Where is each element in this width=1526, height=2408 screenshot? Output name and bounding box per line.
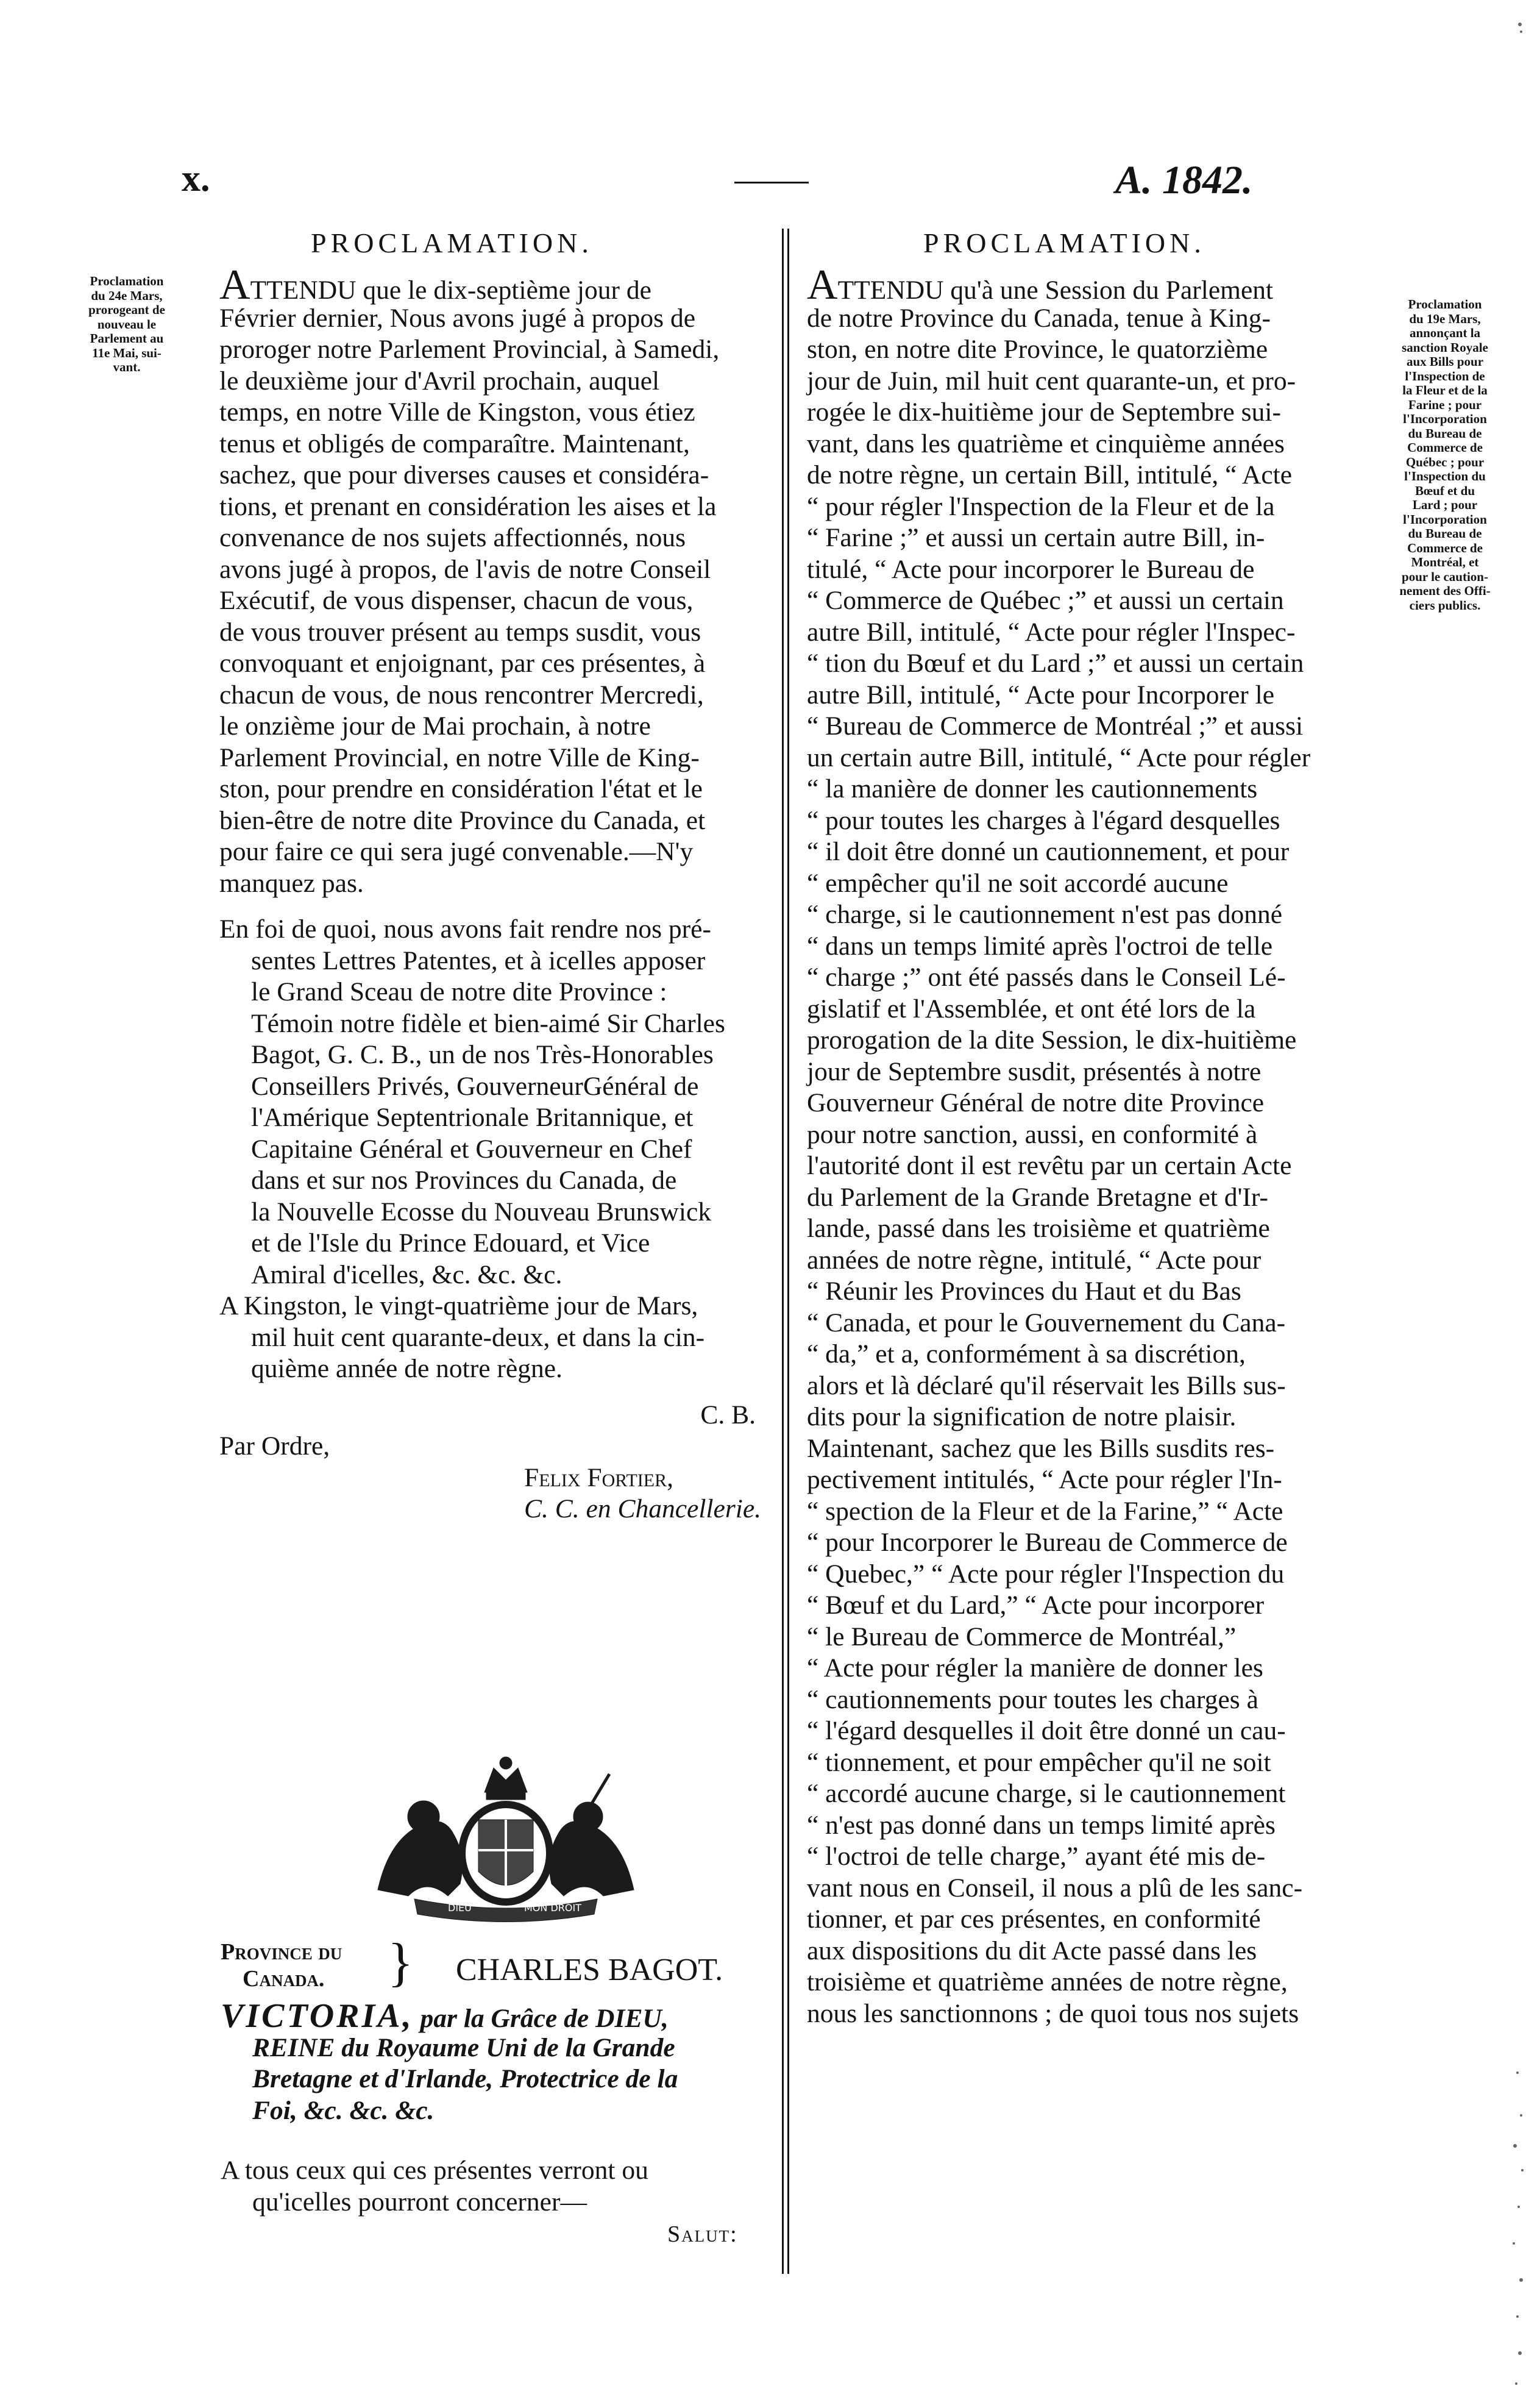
text-line [807,303,1375,335]
line-text: “ la manière de donner les cautionnements [807,774,1258,803]
line-text: REINE du Royaume Uni de la Grande [252,2032,675,2062]
left-margin-note [54,274,200,375]
paragraph-first-line [807,262,1375,308]
line-text: de notre règne, un certain Bill, intitulé, “ Acte [807,460,1293,490]
right-margin-note [1375,297,1515,613]
text-line [251,1165,780,1197]
drop-cap: A [219,262,250,308]
text-line [807,1622,1375,1653]
line-text: Gouverneur Général de notre dite Province [807,1088,1265,1117]
line-text: Exécutif, de vous dispenser, chacun de vous, [219,586,694,615]
text-line [807,994,1375,1025]
text-line [219,334,780,366]
text-line [807,1119,1375,1151]
margin-note-line: nouveau le [97,316,157,332]
text-line [807,491,1375,523]
seal-motto-left: DIEU [448,1902,472,1914]
line-text: qu'icelles pourront concerner— [252,2187,587,2217]
margin-note-line: du Bureau de [1408,426,1482,441]
margin-note-line: Proclamation [1408,297,1482,312]
text-line [807,585,1375,617]
left-column-title: PROCLAMATION. [311,227,593,258]
royal-coat-of-arms [323,1750,689,1926]
line-text: Bagot, G. C. B., un de nos Très-Honorables [251,1040,714,1069]
line-text: lande, passé dans les troisième et quatrième [807,1214,1270,1243]
text-line [807,1276,1375,1308]
text-line [807,1873,1375,1904]
line-text: “ le Bureau de Commerce de Montréal,” [807,1622,1237,1651]
margin-note-line: Parlement au [90,331,164,346]
text-line [219,522,780,554]
line-text: Conseillers Privés, GouverneurGénéral de [251,1071,699,1101]
text-line [219,617,780,649]
line-text: “ Quebec,” “ Acte pour régler l'Inspection du [807,1559,1285,1589]
paragraph-first-line [219,262,780,308]
text-line [219,554,780,586]
text-line [807,1715,1375,1747]
margin-note-line: Proclamation [90,274,164,288]
victoria-name: VICTORIA, [221,1997,414,2035]
line-text: “ spection de la Fleur et de la Farine,” “ Acte [807,1496,1283,1526]
salutation: Salut: [667,2221,738,2247]
text-line [219,366,780,397]
text-line [807,429,1375,460]
text-line [251,1197,780,1228]
par-ordre: Par Ordre, [219,1431,330,1461]
text-line [807,899,1375,931]
line-text: aux dispositions du dit Acte passé dans les [807,1936,1257,1965]
line-text: l'Amérique Septentrionale Britannique, et [251,1103,694,1132]
text-line [807,680,1375,711]
line-text: gislatif et l'Assemblée, et ont été lors de la [807,994,1256,1024]
line-text: vant nous en Conseil, il nous a plû de les sanc- [807,1873,1303,1903]
margin-note-line: annonçant la [1409,326,1481,340]
margin-note-line: 11e Mai, sui- [92,345,161,360]
text-line [807,617,1375,649]
signer-name: Felix Fortier, [524,1462,673,1492]
margin-note-line: Farine ; pour [1408,397,1482,412]
text-line [807,1653,1375,1684]
text-line [807,1308,1375,1339]
page-edge-speckle [1506,0,1526,2408]
line-text: “ pour Incorporer le Bureau de Commerce de [807,1528,1288,1557]
text-line [807,1056,1375,1088]
text-line [219,460,780,491]
text-line [219,805,780,837]
text-line [807,1464,1375,1496]
text-line [251,946,780,977]
header-dash [734,182,809,183]
text-line [807,1025,1375,1056]
margin-note-line: Commerce de [1407,440,1483,455]
text-line [807,743,1375,774]
column-divider [787,229,789,2274]
line-text: TTENDU que le dix-septième jour de [250,276,651,305]
margin-note-line: aux Bills pour [1406,354,1484,369]
line-text: de vous trouver présent au temps susdit, vous [219,617,701,647]
royal-style-last: Foi, &c. &c. &c. [252,2095,435,2125]
line-text: tions, et prenant en considération les aises et la [219,491,717,521]
line-text: jour de Septembre susdit, présentés à notre [807,1056,1262,1086]
text-line [251,1134,780,1166]
text-line [807,711,1375,743]
text-line [807,805,1375,837]
line-text: bien-être de notre dite Province du Canada, et [219,805,706,835]
line-text: le onzième jour de Mai prochain, à notre [219,711,651,741]
text-line [807,774,1375,805]
text-line [251,1039,780,1071]
text-line [807,1182,1375,1214]
line-text: convenance de nos sujets affectionnés, nous [219,523,686,552]
text-line [219,303,780,335]
line-text: “ il doit être donné un cautionnement, et pour [807,837,1290,866]
text-line [807,868,1375,900]
text-line [807,334,1375,366]
line-text: prorogation de la dite Session, le dix-huitième [807,1025,1297,1055]
province-line: Province du [221,1939,342,1965]
right-column [807,262,1375,2029]
paragraph-body [219,946,780,1259]
line-text: “ Acte pour régler la manière de donner les [807,1653,1263,1683]
line-text: dits pour la signification de notre plaisir. [807,1402,1237,1431]
drop-cap: A [807,262,838,308]
paragraph-first-line [219,1291,780,1322]
line-text: “ charge ;” ont été passés dans le Conseil Lé- [807,963,1286,992]
line-text: TTENDU qu'à une Session du Parlement [837,276,1274,305]
text-line [807,1747,1375,1779]
text-line [807,1245,1375,1277]
line-text: A tous ceux qui ces présentes verront ou [221,2156,648,2185]
margin-note-line: Bœuf et du [1414,483,1475,498]
line-text: jour de Juin, mil huit cent quarante-un, et pro- [807,366,1296,396]
line-text: Capitaine Général et Gouverneur en Chef [251,1134,692,1164]
province-line: Canada. [243,1966,325,1992]
line-text: l'autorité dont il est revêtu par un certain Acte [807,1151,1292,1180]
text-line [807,1936,1375,1967]
line-text: “ empêcher qu'il ne soit accordé aucune [807,868,1229,898]
text-line [219,774,780,805]
royal-style-body [221,2032,781,2095]
line-text: pour faire ce qui sera jugé convenable.—N'y [219,837,694,866]
line-text: “ n'est pas donné dans un temps limité après [807,1810,1276,1840]
crown-shape [484,1768,527,1792]
text-line [219,711,780,743]
line-text: “ Canada, et pour le Gouvernement du Cana- [807,1308,1286,1338]
text-line [252,2032,781,2064]
lion-supporter [378,1822,462,1897]
margin-note-line: du 24e Mars, [91,288,163,303]
text-line [807,1810,1375,1842]
margin-note-line: l'Incorporation [1403,511,1487,527]
text-line [219,585,780,617]
text-line [807,1213,1375,1245]
text-line [219,429,780,460]
line-text: chacun de vous, de nous rencontrer Mercredi, [219,680,704,710]
right-column-title: PROCLAMATION. [923,227,1205,258]
line-text: la Nouvelle Ecosse du Nouveau Brunswick [251,1197,712,1227]
margin-note-line: vant. [113,360,141,374]
text-line [807,554,1375,586]
text-line [807,397,1375,429]
left-column [219,262,780,1525]
text-line [807,1778,1375,1810]
paragraph-first-line [219,914,780,946]
line-text: autre Bill, intitulé, “ Acte pour Incorporer le [807,680,1275,710]
initials: C. B. [700,1400,756,1430]
line-text: rogée le dix-huitième jour de Septembre sui- [807,397,1281,427]
line-text: Témoin notre fidèle et bien-aimé Sir Charles [251,1008,725,1038]
line-text [221,2155,781,2187]
line-text: convoquant et enjoignant, par ces présentes, à [219,649,706,678]
margin-note-line: la Fleur et de la [1402,383,1488,397]
line-text: sentes Lettres Patentes, et à icelles apposer [251,946,706,975]
line-text: “ tionnement, et pour empêcher qu'il ne soit [807,1747,1271,1777]
text-line [807,366,1375,397]
margin-note-line: pour le caution- [1402,569,1488,584]
margin-note-line: Commerce de [1407,540,1483,555]
line-text: “ dans un temps limité après l'octroi de telle [807,931,1273,961]
line-text: “ cautionnements pour toutes les charges à [807,1684,1258,1714]
text-line [807,460,1375,491]
text-line [807,1339,1375,1370]
line-text: “ l'octroi de telle charge,” ayant été mis de- [807,1842,1266,1871]
line-text: “ Bœuf et du Lard,” “ Acte pour incorporer [807,1590,1265,1620]
text-line [251,1071,780,1103]
line-text: En foi de quoi, nous avons fait rendre nos pré- [219,914,711,944]
line-text: vant, dans les quatrième et cinquième années [807,429,1285,458]
text-line [219,680,780,711]
line-text: nous les sanctionnons ; de quoi tous nos sujets [807,1998,1299,2028]
text-line [807,1402,1375,1433]
text-line [251,977,780,1008]
line-text: Bretagne et d'Irlande, Protectrice de la [252,2064,678,2093]
line-text: par la Grâce de DIEU, [413,2004,669,2033]
line-text: et de l'Isle du Prince Edouard, et Vice [251,1228,650,1258]
text-line [807,1370,1375,1402]
royal-style [221,1997,781,2126]
address-line [221,2155,781,2218]
text-line [251,1102,780,1134]
paragraph-last-line: quième année de notre règne. [251,1354,562,1383]
margin-note-line: l'Inspection du [1404,469,1486,483]
text-line [807,1590,1375,1622]
line-text: le Grand Sceau de notre dite Province : [251,977,667,1006]
paragraph-body [219,1322,780,1354]
line-text: titulé, “ Acte pour incorporer le Bureau de [807,554,1255,584]
line-text: de notre Province du Canada, tenue à King- [807,303,1271,333]
text-line [807,836,1375,868]
line-text: Février dernier, Nous avons jugé à propos de [219,303,696,333]
line-text: “ accordé aucune charge, si le cautionnement [807,1779,1286,1808]
line-text: “ pour toutes les charges à l'égard desquelles [807,805,1280,835]
province-label [221,1939,342,1992]
paragraph-body [807,303,1375,2030]
line-text: “ Commerce de Québec ;” et aussi un certain [807,586,1284,615]
line-text: Parlement Provincial, en notre Ville de King- [219,743,700,772]
text-line [807,522,1375,554]
paragraph-body [219,303,780,868]
line-text: dans et sur nos Provinces du Canada, de [251,1166,677,1195]
margin-note-line: l'Inspection de [1405,368,1485,383]
signer-title: C. C. en Chancellerie. [524,1494,762,1523]
text-line [251,1322,780,1354]
text-line [807,648,1375,680]
seal-motto-right: MON DROIT [524,1902,581,1914]
line-text: “ Farine ;” et aussi un certain autre Bill, in- [807,523,1265,552]
margin-note-line: Québec ; pour [1405,454,1485,469]
line-text: troisième et quatrième années de notre règne, [807,1967,1288,1997]
text-line [807,1496,1375,1528]
line-text: proroger notre Parlement Provincial, à Samedi, [219,335,720,364]
line-text: “ l'égard desquelles il doit être donné un cau- [807,1716,1286,1745]
text-line [807,931,1375,963]
margin-note-line: du 19e Mars, [1409,311,1481,326]
royal-style-line [221,1997,781,2035]
line-text: “ da,” et a, conformément à sa discrétion, [807,1339,1246,1369]
margin-note-line: prorogeant de [88,302,165,317]
text-line [807,1998,1375,2030]
line-text: “ Bureau de Commerce de Montréal ;” et aussi [807,711,1304,741]
text-line [807,962,1375,994]
line-text: ston, pour prendre en considération l'état et le [219,774,703,803]
margin-note-line: sanction Royale [1402,340,1488,355]
text-line [251,1228,780,1259]
line-text: ston, en notre dite Province, le quatorzième [807,335,1268,364]
line-text: le deuxième jour d'Avril prochain, auquel [219,366,660,396]
line-text: mil huit cent quarante-deux, et dans la cin- [251,1322,705,1352]
paragraph-last-line: manquez pas. [219,868,364,898]
line-text: alors et là déclaré qu'il réservait les Bills sus- [807,1370,1286,1400]
text-line [219,743,780,774]
paragraph-last-line: Amiral d'icelles, &c. &c. &c. [251,1259,562,1289]
line-text: temps, en notre Ville de Kingston, vous étiez [219,397,695,427]
line-text: sachez, que pour diverses causes et considéra- [219,460,709,490]
line-text: Maintenant, sachez que les Bills susdits res- [807,1433,1275,1463]
text-line [251,1008,780,1040]
line-text: pectivement intitulés, “ Acte pour régler l'In- [807,1465,1282,1494]
margin-note-line: ciers publics. [1409,597,1481,613]
text-line [807,1967,1375,1998]
column-divider [782,229,784,2274]
text-line [807,1841,1375,1873]
page-number: x. [182,158,210,199]
line-text: tenus et obligés de comparaître. Maintenant, [219,429,690,458]
line-text: années de notre règne, intitulé, “ Acte pour [807,1245,1262,1275]
text-line [807,1433,1375,1465]
governor-name: CHARLES BAGOT. [456,1953,723,1987]
unicorn-supporter [550,1822,634,1897]
line-text: avons jugé à propos, de l'avis de notre Conseil [219,554,711,584]
margin-note-line: du Bureau de [1408,526,1482,541]
text-line [807,1684,1375,1716]
margin-note-line: Lard ; pour [1412,497,1478,512]
line-text: tionner, et par ces présentes, en conformité [807,1904,1261,1934]
text-line [252,2064,781,2095]
line-text: “ Réunir les Provinces du Haut et du Bas [807,1277,1241,1306]
line-text: autre Bill, intitulé, “ Acte pour régler l'Inspec- [807,617,1296,647]
text-line [807,1904,1375,1936]
text-line [219,648,780,680]
text-line [219,491,780,523]
text-line [807,1527,1375,1559]
text-line [807,1150,1375,1182]
line-text: A Kingston, le vingt-quatrième jour de Mars, [219,1291,698,1320]
line-text: du Parlement de la Grande Bretagne et d'Ir- [807,1182,1269,1212]
margin-note-line: nement des Offi- [1399,583,1491,598]
text-line [219,836,780,868]
text-line [807,1559,1375,1590]
line-text: “ pour régler l'Inspection de la Fleur et de la [807,491,1275,521]
line-text: pour notre sanction, aussi, en conformité à [807,1119,1258,1149]
text-line [219,397,780,429]
margin-note-line: Montréal, et [1411,555,1479,569]
brace-glyph: } [388,1933,414,1992]
line-text: “ tion du Bœuf et du Lard ;” et aussi un certain [807,649,1304,678]
line-text: “ charge, si le cautionnement n'est pas donné [807,900,1283,929]
line-text: un certain autre Bill, intitulé, “ Acte pour régler [807,743,1311,772]
text-line [807,1088,1375,1119]
page-year: A. 1842. [1115,158,1253,202]
margin-note-line: l'Incorporation [1403,411,1487,426]
